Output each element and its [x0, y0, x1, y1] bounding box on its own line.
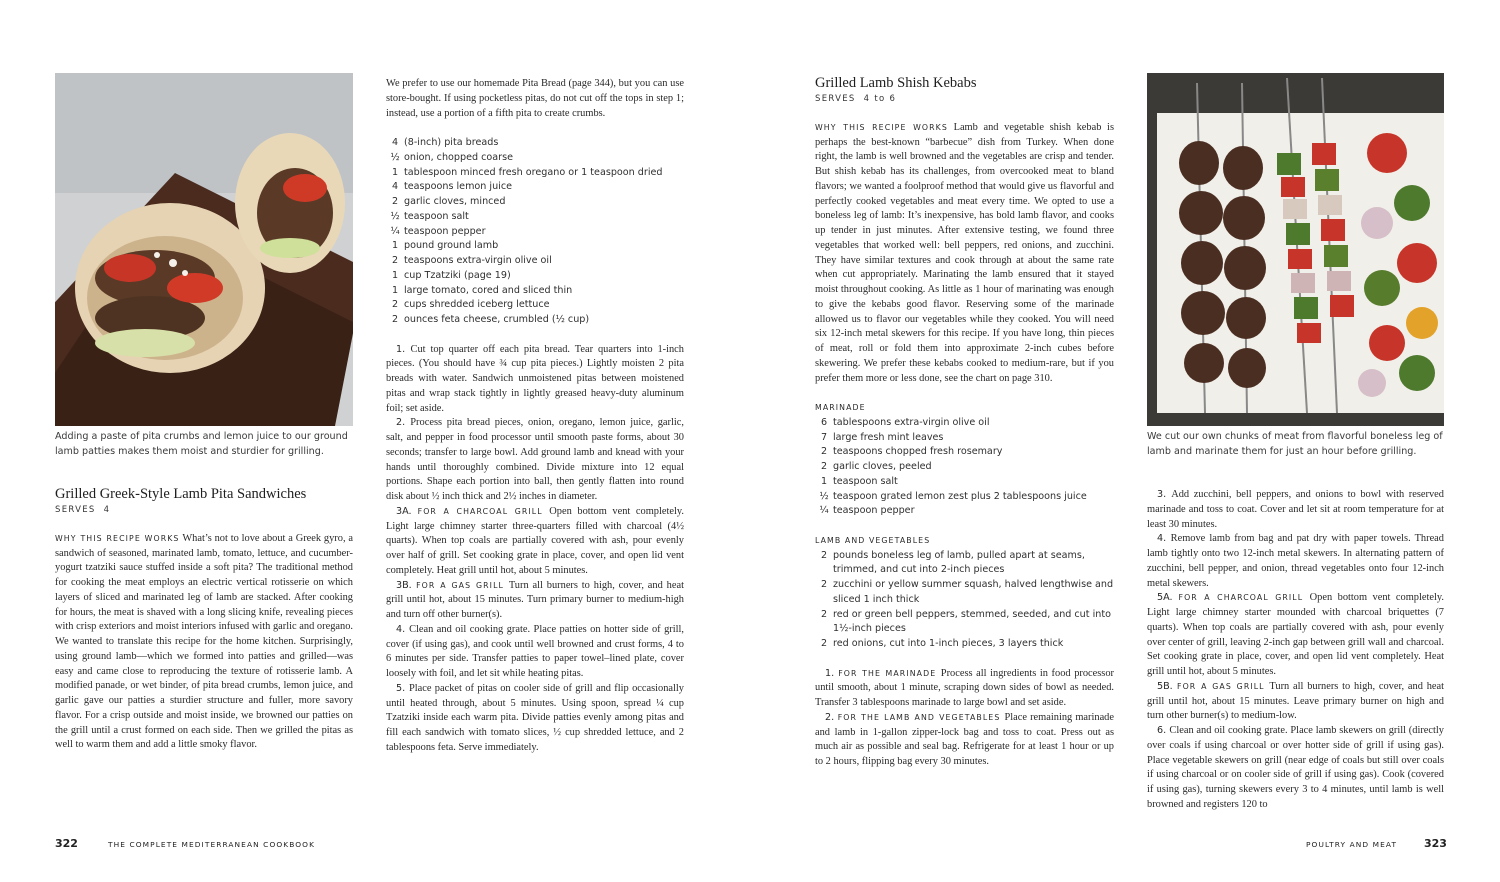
recipe-step [815, 667, 1114, 711]
ingredient-text: teaspoon grated lemon zest plus 2 tablespoons juice [833, 490, 1087, 502]
ingredient-quantity: ½ [390, 210, 400, 222]
marinade-ingredient-list [815, 416, 1114, 519]
recipe-step [1147, 488, 1444, 532]
ingredient-text: garlic cloves, minced [404, 196, 506, 207]
ingredient-item [815, 578, 1114, 608]
serves-label: SERVES [55, 505, 96, 515]
ingredient-text: tablespoons extra-virgin olive oil [833, 416, 990, 428]
ingredient-item [386, 298, 684, 313]
step-number: 2. [825, 711, 838, 723]
step-text: Open bottom vent completely. Light large chimney starter three-quarters filled with charcoal (4½ quarts). When top coals are partially covered with ash, pour evenly over half of grill. Set cooking grate in place, cover, and open lid vent completely. Heat grill until hot, about 5 minutes. [386, 505, 685, 576]
ingredient-item [815, 490, 1114, 505]
ingredient-text: cups shredded iceberg lettuce [404, 299, 550, 311]
ingredient-text: red or green bell peppers, stemmed, seeded, and cut into 1½-inch pieces [833, 608, 1111, 635]
ingredient-quantity: ¼ [819, 505, 829, 517]
ingredient-quantity: 2 [820, 446, 828, 458]
why-this-recipe-works [815, 121, 1114, 387]
recipe-step [1147, 724, 1444, 813]
ingredient-item [815, 475, 1114, 490]
ingredient-text: teaspoon pepper [404, 225, 486, 237]
ingredient-item [386, 313, 684, 328]
ingredient-item [815, 431, 1114, 446]
recipe-step [386, 682, 684, 756]
ingredient-item [386, 254, 684, 269]
running-head-right: POULTRY AND MEAT [1306, 840, 1398, 849]
step-text: Process all ingredients in food processor until smooth, about 1 minute, scraping down sides of bowl as needed. Transfer 3 tablespoons marinade to large bowl and set aside. [815, 667, 1115, 708]
step-text: Add zucchini, bell peppers, and onions to bowl with reserved marinade and toss to coat. Cover and let sit at room temperature for at least 30 minutes. [1147, 489, 1444, 530]
recipe-step [1147, 532, 1444, 591]
step-text: Open bottom vent completely. Light large chimney starter mounded with charcoal briquettes (7 quarts). When top coals are partially covered with ash, pour evenly over center of grill, leaving 2-inch gap between grill wall and charcoal. Set cooking grate in place, cover, and open lid vent completely. Heat grill until hot, about 5 minutes. [1147, 592, 1445, 677]
ingredient-text: teaspoons chopped fresh rosemary [833, 446, 1003, 458]
step-label: FOR THE LAMB AND VEGETABLES [837, 712, 1005, 722]
ingredient-text: zucchini or yellow summer squash, halved lengthwise and sliced 1 inch thick [833, 579, 1114, 605]
step-text: Process pita bread pieces, onion, oregano, lemon juice, garlic, salt, and pepper in food processor until smooth paste forms, about 30 seconds; transfer to large bowl. Add ground lamb and knead with your hands until thoroughly combined. Divide mixture into 12 equal portions. Shape each portion into ball, then gently flatten into round disk about ½ inch thick and 2½ inches in diameter. [386, 417, 684, 502]
ingredient-text: red onions, cut into 1-inch pieces, 3 layers thick [833, 638, 1064, 649]
step-number: 6. [1157, 725, 1170, 736]
ingredient-item [386, 136, 684, 151]
serves-line [815, 92, 1114, 106]
page-number-left: 322 [55, 837, 78, 850]
ingredient-item [815, 608, 1114, 638]
ingredient-item [386, 180, 684, 195]
step-number: 5B. [1157, 680, 1177, 692]
ingredient-item [815, 549, 1114, 579]
recipe-title-lamb-pita: Grilled Greek-Style Lamb Pita Sandwiches [55, 486, 307, 502]
ingredient-text: ounces feta cheese, crumbled (½ cup) [404, 314, 590, 325]
recipe-step [386, 416, 684, 505]
recipe-intro-note: We prefer to use our homemade Pita Bread (page 344), but you can use store-bought. If using pocketless pitas, do not cut off the tops in step 1; instead, use a portion of a fifth pita to create crumbs. [386, 78, 684, 119]
left-photo-caption: Adding a paste of pita crumbs and lemon juice to our ground lamb patties makes them moist and sturdier for grilling. [55, 431, 348, 457]
ingredient-text: teaspoons lemon juice [404, 181, 512, 193]
ingredient-text: pounds boneless leg of lamb, pulled apart at seams, trimmed, and cut into 2-inch pieces [833, 549, 1085, 576]
ingredient-item [386, 210, 684, 225]
serves-label: SERVES [815, 94, 856, 104]
why-text: Lamb and vegetable shish kebab is perhaps the best-known “barbecue” dish from Turkey. When done right, the lamb is well browned and the vegetables are crisp and tender. But shish kebab has its challenges, from overcooked meat to bland flavors; we wanted a foolproof method that would give us flavorful and perfectly cooked vegetables and meat every time. We opted to use a boneless leg of lamb: It’s inexpensive, has bold lamb flavor, and cooks up tender in just minutes. After extensive testing, we found three vegetables that worked well: bell peppers, red onions, and zucchini. They have similar textures and cook through at about the same rate when cut appropriately. Marinating the lamb ensured that it stayed moist throughout cooking. As little as 1 hour of marinating was enough to give the kebabs good flavor. Reserving some of the marinade allowed us to flavor our vegetables while they cooked. You will need six 12-inch metal skewers for this recipe. If you have long, thin pieces of meat, roll or fold them into approximate 2-inch cubes before skewering. We prefer these kebabs cooked to medium-rare, but if you prefer them more or less done, see the chart on page 310. [815, 121, 1114, 384]
ingredient-quantity: 2 [391, 299, 399, 311]
ingredient-quantity: 2 [820, 579, 828, 590]
recipe-step [386, 343, 684, 417]
step-number: 3B. [396, 579, 417, 591]
ingredient-quantity: 7 [820, 431, 828, 443]
ingredient-quantity: 2 [820, 608, 828, 620]
step-number: 5A. [1157, 592, 1179, 604]
recipe-step [815, 711, 1114, 770]
ingredient-quantity: 1 [391, 240, 399, 252]
step-number: 2. [396, 417, 411, 429]
ingredient-text: pound ground lamb [404, 240, 499, 252]
running-head-left: THE COMPLETE MEDITERRANEAN COOKBOOK [108, 840, 316, 849]
step-label: FOR THE MARINADE [838, 668, 941, 678]
ingredient-quantity: 2 [820, 638, 828, 649]
ingredient-quantity: 1 [391, 284, 399, 296]
ingredient-quantity: 1 [391, 269, 399, 281]
step-label: FOR A GAS GRILL [1176, 681, 1270, 691]
marinade-heading: MARINADE [815, 403, 866, 412]
lamb-kebabs-photo [1147, 73, 1444, 426]
step-number: 5. [396, 682, 409, 694]
right-photo-caption: We cut our own chunks of meat from flavorful boneless leg of lamb and marinate them for just an hour before grilling. [1147, 431, 1443, 457]
ingredient-item [386, 151, 684, 166]
step-number: 1. [396, 343, 411, 355]
serves-value: 4 [103, 505, 111, 515]
ingredient-text: teaspoon salt [404, 210, 469, 222]
step-number: 1. [825, 667, 839, 679]
recipe-step [1147, 591, 1444, 680]
ingredient-quantity: 4 [391, 181, 399, 193]
recipe-step [386, 579, 684, 623]
why-label: WHY THIS RECIPE WORKS [55, 533, 180, 543]
ingredient-text: large tomato, cored and sliced thin [404, 284, 573, 296]
why-text: What’s not to love about a Greek gyro, a sandwich of seasoned, marinated lamb, tomato, lettuce, and cucumber-yogurt tzatziki sauce stuffed inside a soft pita? The traditional method for cooking the meat employs an electric vertical rotisserie on which layers of sliced and marinated leg of lamb are stacked. After cooking for hours, the meat is shaved with a long slicing knife, revealing pieces with crisp exteriors and moist interiors infused with garlic and oregano. We wanted to translate this recipe for the home kitchen. Surprisingly, using ground lamb—which we formed into patties and grilled—was easy and came close to reproducing the texture of rotisserie lamb. A modified panade, or wet binder, of pita bread crumbs, lemon juice, and garlic gave our patties a sturdier structure and fuller, more savory flavor. For a crisp outside and moist inside, we browned our patties on the grill until a crust formed on each side. Then we grilled the pitas as well to warm them and add a little smoky flavor. [55, 532, 354, 751]
ingredient-text: onion, chopped coarse [404, 151, 513, 163]
ingredient-item [386, 195, 684, 210]
ingredient-quantity: 6 [820, 416, 828, 428]
ingredient-quantity: 2 [391, 196, 399, 207]
ingredient-quantity: ½ [819, 490, 829, 502]
recipe-step [386, 505, 684, 579]
ingredient-text: garlic cloves, peeled [833, 461, 932, 472]
ingredient-text: teaspoon salt [833, 475, 898, 487]
serves-value: 4 to 6 [863, 94, 897, 104]
ingredient-quantity: ½ [390, 151, 400, 163]
ingredient-item [386, 166, 684, 181]
step-number: 3A. [396, 505, 418, 517]
ingredient-item [815, 637, 1114, 652]
step-text: Place packet of pitas on cooler side of grill and flip occasionally until heated through, about 5 minutes. Using spoon, spread ¼ cup Tzatziki inside each warm pita. Divide patties evenly among pitas and fill each sandwich with tomato slices, ½ cup shredded lettuce, and 2 tablespoons feta. Serve immediately. [386, 682, 684, 753]
recipe-step [386, 623, 684, 682]
ingredient-text: teaspoons extra-virgin olive oil [404, 255, 552, 266]
ingredient-quantity: 2 [820, 461, 828, 472]
ingredient-item [386, 269, 684, 284]
ingredient-quantity: 1 [820, 475, 828, 487]
ingredient-text: cup Tzatziki (page 19) [404, 269, 511, 281]
step-list [386, 343, 684, 756]
right-recipe-column [815, 74, 1114, 770]
step-number: 3. [1157, 489, 1172, 500]
recipe-step [1147, 680, 1444, 724]
step-text: Turn all burners to high, cover, and heat grill until hot, about 15 minutes. Turn primary burner to medium-high and turn off other burner(s). [386, 579, 684, 620]
step-number: 4. [396, 623, 410, 635]
ingredient-quantity: ¼ [390, 225, 400, 237]
step-number: 4. [1157, 533, 1171, 545]
lamb-vegetables-ingredient-list [815, 549, 1114, 652]
step-label: FOR A GAS GRILL [416, 580, 509, 590]
ingredient-quantity: 2 [820, 549, 828, 561]
step-text: Place remaining marinade and lamb in 1-gallon zipper-lock bag and toss to coat. Press out as much air as possible and seal bag. Refrigerate for at least 1 hour or up to 2 hours, flipping bag every 30 minutes. [815, 711, 1114, 767]
step-text: Remove lamb from bag and pat dry with paper towels. Thread lamb tightly onto two 12-inch metal skewers. In alternating pattern of zucchini, bell pepper, and onion, thread vegetables onto four 12-inch metal skewers. [1147, 533, 1444, 589]
step-list [1147, 488, 1444, 813]
ingredient-quantity: 4 [391, 137, 399, 148]
ingredient-item [386, 239, 684, 254]
step-text: Clean and oil cooking grate. Place lamb skewers on grill (directly over coals if using charcoal or over hotter side of grill if using gas). Place vegetable skewers on grill (near edge of coals but still over coals if using charcoal or on cooler side of grill if using gas). Cook (covered if using gas), turning skewers every 3 to 4 minutes, until lamb is well browned and registers 120 to [1147, 725, 1444, 810]
ingredient-text: tablespoon minced fresh oregano or 1 teaspoon dried [404, 166, 663, 178]
left-recipe-column [55, 485, 353, 753]
ingredient-text: (8-inch) pita breads [404, 137, 499, 148]
step-text: Clean and oil cooking grate. Place patties on hotter side of grill, cover (if using gas), and cook until well browned and crust forms, 4 to 6 minutes per side. Transfer patties to paper towel–lined plate, cover loosely with foil, and let sit while heating pitas. [386, 623, 684, 679]
lamb-pita-photo [55, 73, 353, 426]
left-instructions-column [386, 77, 684, 756]
why-this-recipe-works [55, 532, 353, 753]
step-label: FOR A CHARCOAL GRILL [417, 506, 550, 516]
why-label: WHY THIS RECIPE WORKS [815, 122, 948, 132]
ingredient-text: large fresh mint leaves [833, 431, 944, 443]
ingredient-item [815, 416, 1114, 431]
ingredient-list [386, 136, 684, 328]
ingredient-text: teaspoon pepper [833, 505, 915, 517]
step-label: FOR A CHARCOAL GRILL [1178, 593, 1310, 603]
step-text: Turn all burners to high, cover, and heat grill until hot, about 15 minutes. Leave primary burner on high and turn other burner(s) to medium-low. [1147, 680, 1444, 722]
ingredient-item [815, 460, 1114, 475]
page-number-right: 323 [1424, 837, 1447, 850]
ingredient-item [386, 284, 684, 299]
step-list [815, 667, 1114, 770]
step-text: Cut top quarter off each pita bread. Tear quarters into 1-inch pieces. (You should have ¾ cup pita pieces.) Lightly moisten 2 pita breads with water. Sandwich unmoistened pitas between moistened pitas and wrap stack tightly in lightly greased heavy-duty aluminum foil; set aside. [386, 343, 684, 414]
ingredient-item [815, 445, 1114, 460]
ingredient-item [815, 504, 1114, 519]
recipe-title-shish-kebabs: Grilled Lamb Shish Kebabs [815, 75, 977, 91]
serves-line [55, 503, 353, 517]
ingredient-quantity: 2 [391, 255, 399, 266]
ingredient-item [386, 225, 684, 240]
ingredient-quantity: 1 [391, 166, 399, 178]
lamb-vegetables-heading: LAMB AND VEGETABLES [815, 535, 931, 545]
right-steps-column [1147, 488, 1444, 813]
ingredient-quantity: 2 [391, 314, 399, 325]
